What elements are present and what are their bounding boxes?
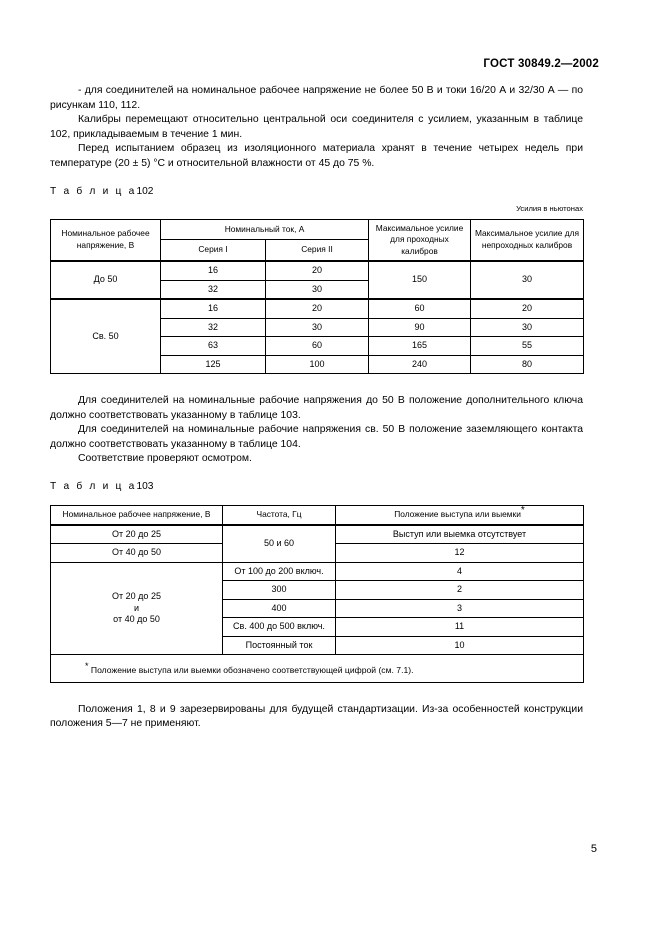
spacer: [50, 492, 583, 505]
table-row: [51, 506, 584, 525]
table-103-cell-frequency: Св. 400 до 500 включ.: [223, 618, 336, 637]
table-102-cell-pass-force: 90: [369, 318, 471, 337]
spacer: [50, 172, 583, 186]
voltage-range-line-3: от 40 до 50: [113, 614, 160, 625]
table-102-cell-voltage: Св. 50: [51, 299, 161, 374]
table-103-footnote-text: Положение выступа или выемки обозначено соответствующей цифрой (см. 7.1).: [90, 664, 414, 675]
paragraph-1: - для соединителей на номинальное рабочее напряжение не более 50 В и токи 16/20 А и 32/30 А — по рисункам 110, 112.: [50, 85, 583, 111]
table-row: [51, 219, 584, 240]
page-number: 5: [590, 843, 597, 855]
table-103-cell-position: 2: [336, 581, 584, 600]
table-103-header-frequency: Частота, Гц: [223, 506, 336, 525]
table-row: [51, 261, 584, 280]
spacer: [50, 467, 583, 481]
table-102-cell-series-1: 32: [161, 318, 266, 337]
table-103-caption: [50, 481, 583, 492]
table-102-cell-series-1: 16: [161, 261, 266, 280]
table-102-cell-pass-force: 60: [369, 299, 471, 318]
table-row: [51, 299, 584, 318]
table-102-header: [51, 219, 584, 261]
table-103: [50, 505, 584, 683]
paragraph-3: Перед испытанием образец из изоляционного материала хранят в течение четырех недель при температуре (20 ± 5) °С и относительной влажности от 45 до 75 %.: [50, 143, 583, 169]
table-103-cell-position: 12: [336, 544, 584, 563]
spacer: [50, 374, 583, 394]
table-102-units-note: Усилия в ньютонах: [516, 203, 583, 213]
table-103-header-voltage: Номинальное рабочее напряжение, В: [51, 506, 223, 525]
table-102-header-current-group: Номинальный ток, А: [161, 219, 369, 240]
table-103-cell-frequency: 300: [223, 581, 336, 600]
table-102-cell-series-2: 20: [266, 261, 369, 280]
table-102-cell-series-2: 20: [266, 299, 369, 318]
table-103-header-position-text: Положение выступа или выемки: [394, 509, 521, 520]
voltage-range-line-2: и: [133, 602, 140, 613]
table-102-caption: [50, 186, 583, 197]
spacer: [50, 683, 583, 703]
table-103-cell-frequency: 50 и 60: [223, 525, 336, 563]
table-103-caption-number: 103: [136, 481, 154, 493]
table-102-cell-series-1: 63: [161, 337, 266, 356]
table-103-header: [51, 506, 584, 525]
table-102-cell-series-2: 30: [266, 318, 369, 337]
table-103-cell-position: 4: [336, 562, 584, 581]
table-102-cell-nopass-force: 20: [471, 299, 584, 318]
table-102-cell-series-1: 32: [161, 280, 266, 299]
table-102-cell-series-2: 30: [266, 280, 369, 299]
table-103-cell-voltage: От 40 до 50: [51, 544, 223, 563]
document-standard-header: ГОСТ 30849.2—2002: [483, 58, 599, 70]
footnote-asterisk-marker: *: [520, 505, 525, 517]
table-102-header-nopass-gauge: Максимальное усилие для непроходных калибров: [471, 219, 584, 261]
table-102-caption-number: 102: [136, 185, 154, 197]
page-content: [50, 84, 583, 732]
table-102-cell-nopass-force: 80: [471, 355, 584, 374]
paragraph-5: Для соединителей на номинальные рабочие напряжения св. 50 В положение заземляющего контакта должно соответствовать указанному в таблице 104.: [50, 424, 583, 450]
spacer: [50, 197, 583, 204]
table-102-header-series-2: Серия II: [266, 240, 369, 261]
table-103-body: [51, 525, 584, 683]
paragraph-2: Калибры перемещают относительно центральной оси соединителя с усилием, указанным в таблице 102, прикладываемым в течение 1 мин.: [50, 114, 583, 140]
table-102-cell-nopass-force: 30: [471, 318, 584, 337]
table-102-header-series-1: Серия I: [161, 240, 266, 261]
table-103-cell-position: 3: [336, 599, 584, 618]
voltage-range-line-1: От 20 до 25: [112, 591, 161, 602]
table-103-header-position: [336, 506, 584, 525]
table-102-cell-pass-force: 240: [369, 355, 471, 374]
table-103-cell-position: Выступ или выемка отсутствует: [336, 525, 584, 544]
table-102-cell-series-1: 125: [161, 355, 266, 374]
table-102-cell-series-1: 16: [161, 299, 266, 318]
table-103-cell-frequency: Постоянный ток: [223, 636, 336, 655]
table-103-cell-frequency: 400: [223, 599, 336, 618]
table-row: [51, 525, 584, 544]
table-103-cell-position: 10: [336, 636, 584, 655]
table-103-caption-label: Т а б л и ц а: [50, 481, 137, 493]
table-103-cell-position: 11: [336, 618, 584, 637]
table-103-cell-voltage: От 20 до 25: [51, 525, 223, 544]
table-102-cell-nopass-force: 30: [471, 261, 584, 299]
table-102-header-voltage: Номинальное рабочее напряжение, В: [51, 219, 161, 261]
table-102-cell-nopass-force: 55: [471, 337, 584, 356]
paragraph-6: Соответствие проверяют осмотром.: [78, 453, 252, 465]
paragraph-7: Положения 1, 8 и 9 зарезервированы для будущей стандартизации. Из-за особенностей конструкции положения 5—7 не применяют.: [50, 703, 583, 730]
table-102-header-pass-gauge: Максимальное усилие для проходных калибров: [369, 219, 471, 261]
table-102: [50, 219, 584, 375]
table-102-body: [51, 261, 584, 374]
table-102-cell-voltage: До 50: [51, 261, 161, 299]
table-102-cell-series-2: 60: [266, 337, 369, 356]
table-103-cell-voltage-range: [51, 562, 223, 655]
table-102-caption-label: Т а б л и ц а: [50, 185, 137, 197]
table-row: [51, 562, 584, 581]
footnote-asterisk: *: [85, 661, 89, 672]
table-103-footnote: [51, 655, 584, 683]
table-102-cell-pass-force: 165: [369, 337, 471, 356]
table-row: [51, 655, 584, 683]
paragraph-4: Для соединителей на номинальные рабочие напряжения до 50 В положение дополнительного ключа должно соответствовать указанному в таблице 103.: [50, 395, 583, 421]
table-103-cell-frequency: От 100 до 200 включ.: [223, 562, 336, 581]
table-102-cell-series-2: 100: [266, 355, 369, 374]
table-102-cell-pass-force: 150: [369, 261, 471, 299]
